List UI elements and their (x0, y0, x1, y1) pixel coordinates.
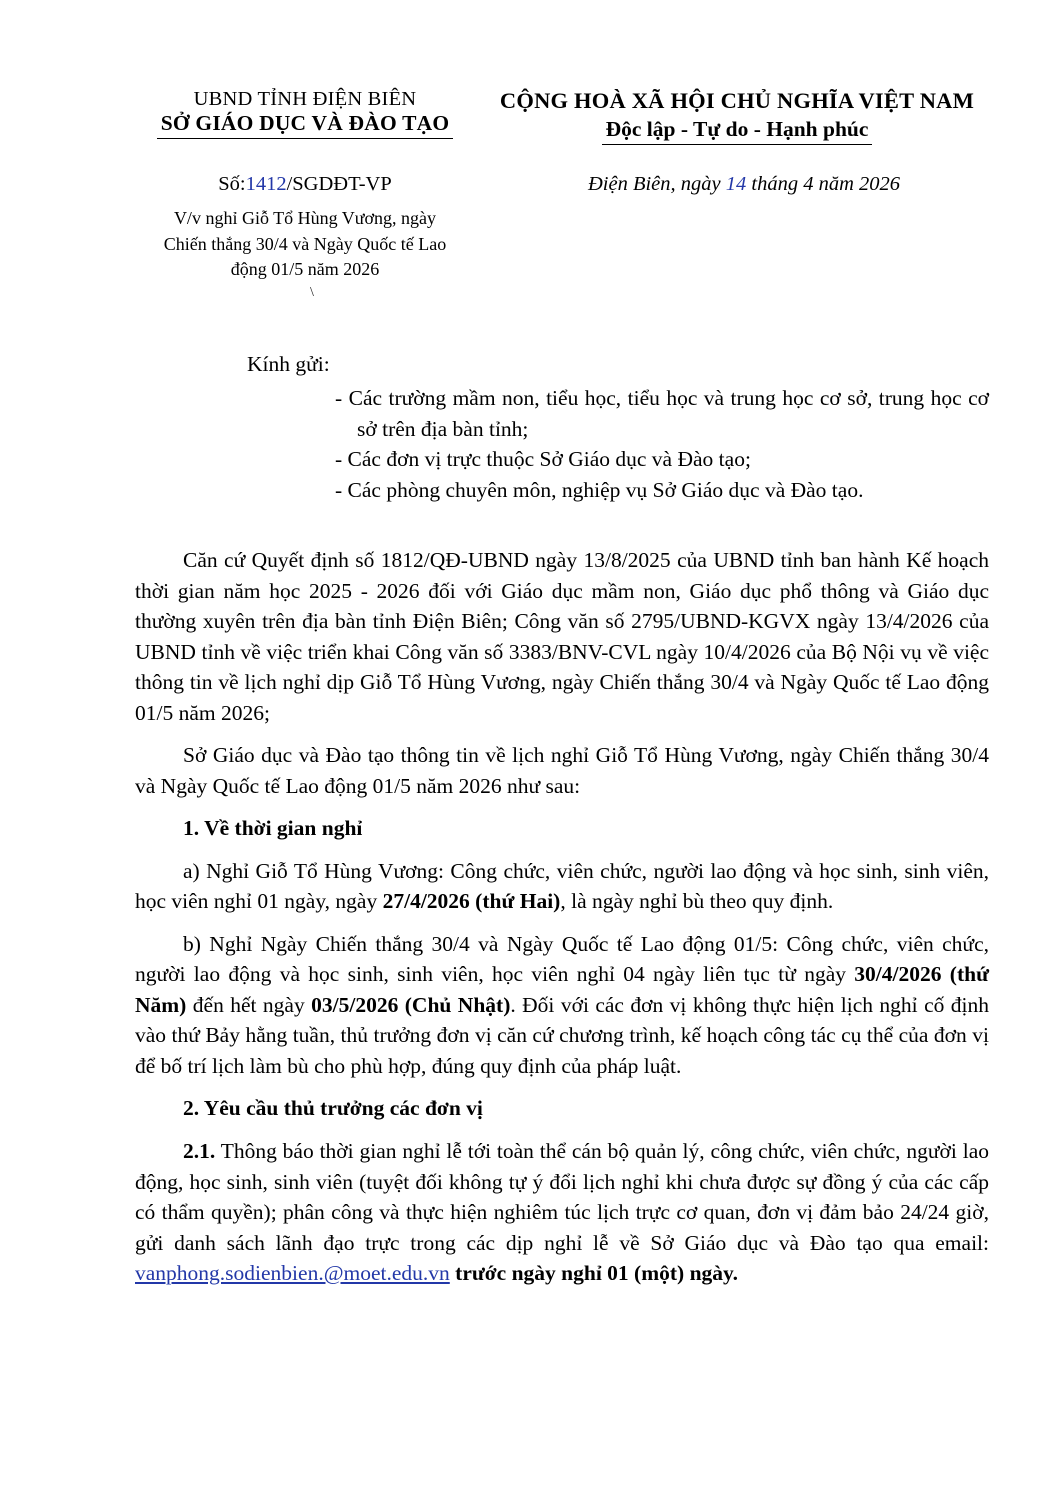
department-name: SỞ GIÁO DỤC VÀ ĐÀO TẠO (157, 111, 454, 139)
item-2-1-number: 2.1. (183, 1138, 216, 1163)
section-2-title: 2. Yêu cầu thủ trưởng các đơn vị (183, 1096, 483, 1121)
document-subject: V/v nghỉ Giỗ Tổ Hùng Vương, ngày Chiến thắng 30/4 và Ngày Quốc tế Lao động 01/5 năm 2026 (163, 208, 447, 280)
item-a-text-post: , là ngày nghỉ bù theo quy định. (560, 889, 834, 914)
place-date-block (475, 173, 989, 196)
stray-pen-mark: \ (310, 284, 314, 300)
item-b-text-mid: đến hết ngày (186, 992, 312, 1017)
item-2-1-tail: trước ngày nghỉ 01 (một) ngày. (449, 1261, 738, 1286)
salutation: Kính gửi: (247, 351, 330, 376)
document-number-value: 1412 (245, 173, 287, 195)
item-a-text-pre: a) Nghỉ Giỗ Tổ Hùng Vương: Công chức, viên chức, người lao động và học sinh, sinh viên, học viên nghỉ 01 ngày, ngày (135, 858, 989, 914)
paragraph-item-2-1 (135, 1124, 989, 1289)
recipient-item: - Các phòng chuyên môn, nghiệp vụ Sở Giáo dục và Đào tạo. (335, 477, 864, 502)
document-number-label: Số: (218, 173, 246, 195)
recipient-item: - Các trường mầm non, tiểu học, tiểu học và trung học cơ sở, trung học cơ sở trên địa bàn tỉnh; (335, 386, 989, 441)
province-name: UBND TỈNH ĐIỆN BIÊN (193, 88, 417, 110)
place-date-line (499, 173, 989, 196)
month-year: tháng 4 năm 2026 (751, 173, 900, 195)
document-content (135, 349, 989, 1289)
document-header (135, 88, 989, 145)
issuing-authority-block (135, 88, 475, 139)
item-b-text-pre: b) Nghỉ Ngày Chiến thắng 30/4 và Ngày Quốc tế Lao động 01/5: Công chức, viên chức, người lao động và học sinh, sinh viên, học viên nghỉ 04 ngày liên tục từ ngày (135, 931, 989, 987)
paragraph-item-a (135, 844, 989, 917)
item-2-1-text: Thông báo thời gian nghỉ lễ tới toàn thể cán bộ quản lý, công chức, viên chức, người lao động, học sinh, sinh viên (tuyệt đối không tự ý đổi lịch nghỉ khi chưa được sự đồng ý của các cấp có thẩm quyền); phân công và thực hiện nghiêm túc lịch trực cơ quan, đơn vị đảm bảo 24/24 giờ, gửi danh sách lãnh đạo trực trong các dịp nghỉ lễ về Sở Giáo dục và Đào tạo qua email: (135, 1138, 989, 1255)
document-meta (135, 173, 989, 301)
recipient-item: - Các đơn vị trực thuộc Sở Giáo dục và Đào tạo; (335, 447, 751, 472)
section-1-title: 1. Về thời gian nghỉ (183, 816, 363, 841)
place-name: Điện Biên, ngày (587, 173, 721, 195)
recipient-list (335, 383, 989, 505)
document-number-suffix: /SGDĐT-VP (286, 173, 392, 195)
item-b-text-post: . Đối với các đơn vị không thực hiện lịch nghỉ cố định vào thứ Bảy hằng tuần, thủ trưởng đơn vị căn cứ chương trình, kế hoạch công tác cụ thể của đơn vị để bố trí lịch làm bù cho phù hợp, đúng quy định của pháp luật. (135, 992, 990, 1078)
national-motto: Độc lập - Tự do - Hạnh phúc (602, 117, 873, 145)
national-heading-block (475, 88, 989, 145)
document-number-block (135, 173, 475, 301)
item-b-end-date: 03/5/2026 (Chủ Nhật) (311, 992, 511, 1017)
document-number-line (135, 173, 475, 196)
paragraph-legal-basis: Căn cứ Quyết định số 1812/QĐ-UBND ngày 13/8/2025 của UBND tỉnh ban hành Kế hoạch thời gian năm học 2025 - 2026 đối với Giáo dục mầm non, Giáo dục phổ thông và Giáo dục thường xuyên trên địa bàn tỉnh Điện Biên; Công văn số 2795/UBND-KGVX ngày 13/4/2026 của UBND tỉnh về việc triển khai Công văn số 3383/BNV-CVL ngày 10/4/2026 của Bộ Nội vụ về việc thông tin về lịch nghỉ dịp Giỗ Tổ Hùng Vương, ngày Chiến thắng 30/4 và Ngày Quốc tế Lao động 01/5 năm 2026; (135, 548, 989, 725)
day-value: 14 (725, 173, 747, 195)
item-b-start-date: 30/4/2026 (thứ Năm) (135, 962, 989, 1017)
item-a-date: 27/4/2026 (thứ Hai) (382, 889, 561, 914)
paragraph-introduction: Sở Giáo dục và Đào tạo thông tin về lịch nghỉ Giỗ Tổ Hùng Vương, ngày Chiến thắng 30/4 và Ngày Quốc tế Lao động 01/5 năm 2026 như sau: (135, 743, 989, 798)
contact-email-link[interactable]: vanphong.sodienbien.@moet.edu.vn (135, 1261, 450, 1286)
paragraph-item-b (135, 917, 989, 1082)
country-name: CỘNG HOÀ XÃ HỘI CHỦ NGHĨA VIỆT NAM (499, 88, 975, 113)
